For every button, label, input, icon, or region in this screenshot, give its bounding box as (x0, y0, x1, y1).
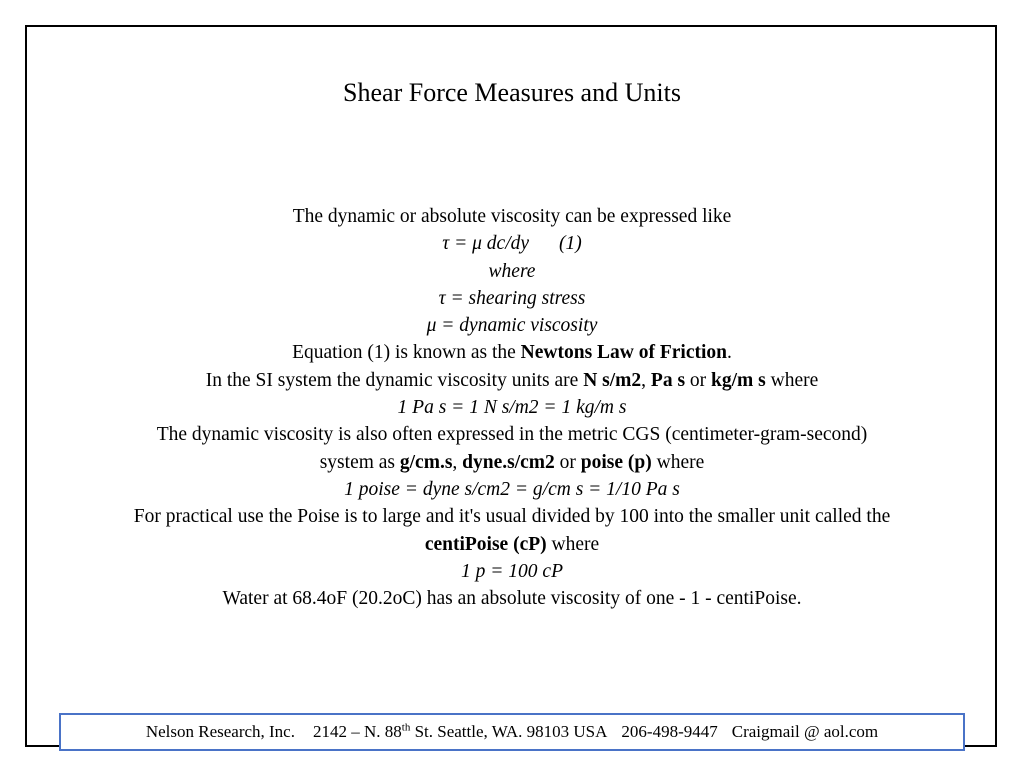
footer-address (313, 722, 607, 741)
newton-law-line (130, 339, 894, 366)
equation-1 (130, 230, 894, 257)
slide-body (130, 203, 894, 612)
si-unit-pa-s: Pa s (650, 369, 686, 391)
si-units-suffix: where (765, 369, 819, 391)
water-viscosity-line: Water at 68.4oF (20.2oC) has an absolute viscosity of one - 1 - centiPoise. (222, 588, 802, 610)
definition-tau: τ = shearing stress (438, 287, 586, 309)
definition-mu: μ = dynamic viscosity (426, 315, 598, 337)
newton-law-prefix: Equation (1) is known as the (292, 342, 521, 364)
si-units-prefix: In the SI system the dynamic viscosity units are (205, 369, 584, 391)
centipoise-paragraph (130, 503, 894, 558)
footer-address-prefix: 2142 – N. 88 (312, 722, 402, 741)
cgs-units-prefix: The dynamic viscosity is also often expressed in the metric CGS (centimeter-gram-second) system as (156, 424, 868, 473)
footer-address-suffix: St. Seattle, WA. 98103 USA (410, 722, 608, 741)
cgs-unit-dyne-s-cm2: dyne.s/cm2 (462, 451, 555, 473)
slide-title: Shear Force Measures and Units (343, 78, 681, 107)
cgs-units-sep-2: or (554, 451, 581, 473)
equation-1-formula: τ = μ dc/dy (442, 233, 530, 255)
centipoise-equation: 1 p = 100 cP (461, 560, 563, 582)
cgs-unit-poise: poise (p) (580, 451, 652, 473)
newton-law-name: Newtons Law of Friction (520, 342, 728, 364)
si-unit-n-s-m2: N s/m2 (583, 369, 642, 391)
footer-contact-box (59, 713, 965, 751)
cgs-equation: 1 poise = dyne s/cm2 = g/cm s = 1/10 Pa s (344, 478, 680, 500)
centipoise-unit: centiPoise (cP) (424, 533, 547, 555)
centipoise-prefix: For practical use the Poise is to large and it's usual divided by 100 into the smaller unit called the (133, 506, 891, 528)
cgs-units-suffix: where (651, 451, 705, 473)
intro-line: The dynamic or absolute viscosity can be expressed like (292, 206, 732, 227)
si-units-sep-1: , (641, 369, 651, 391)
centipoise-suffix: where (546, 533, 600, 555)
si-units-sep-2: or (685, 369, 712, 391)
cgs-units-paragraph (130, 421, 894, 476)
footer-company: Nelson Research, Inc. (145, 722, 295, 741)
equation-1-number: (1) (559, 233, 582, 255)
where-label: where (488, 260, 536, 282)
si-unit-kg-m-s: kg/m s (711, 369, 766, 391)
footer-email: Craigmail @ aol.com (731, 722, 879, 741)
newton-law-suffix: . (727, 342, 732, 364)
cgs-units-sep-1: , (452, 451, 463, 473)
footer-phone: 206-498-9447 (621, 722, 718, 741)
cgs-unit-g-cm-s: g/cm.s (399, 451, 453, 473)
si-units-line (130, 367, 894, 394)
footer-address-sup: th (401, 721, 411, 734)
si-equation: 1 Pa s = 1 N s/m2 = 1 kg/m s (397, 397, 627, 419)
